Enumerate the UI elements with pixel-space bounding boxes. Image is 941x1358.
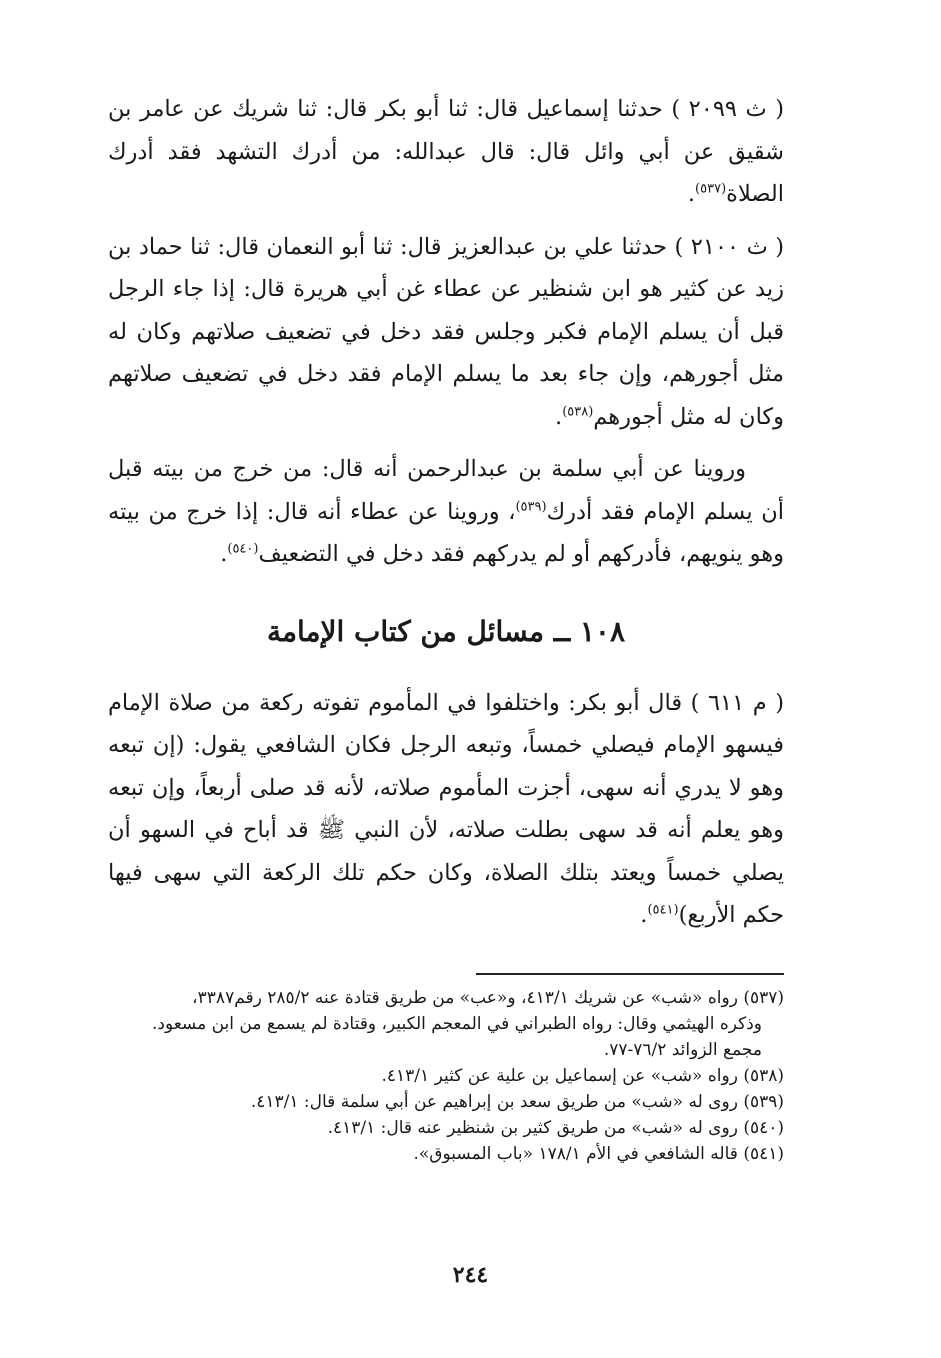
paragraph-text: ( ث ٢١٠٠ ) حدثنا علي بن عبدالعزيز قال: ثنا أبو النعمان قال: ثنا حماد بن زيد عن كثير هو ابن شنظير عن عطاء غن أبي هريرة قال: إذا جاء الرجل قبل أن يسلم الإمام فكبر وجلس فقد دخل في تضعيف صلاتهم وكان له مثل أجورهم، وإن جاء بعد ما يسلم الإمام فقد دخل في تضعيف صلاتهم وكان له مثل أجورهم [108,233,784,430]
footnote-ref[interactable]: (٥٤٠) [227,541,259,557]
footnote-number: (٥٣٨) [743,1065,784,1086]
page-number: ٢٤٤ [452,1262,489,1288]
footnote-537: (٥٣٧) رواه «شب» عن شريك ٤١٣/١، و«عب» من طريق قتادة عنه ٢٨٥/٢ رقم٣٣٨٧، وذكره الهيثمي وقال: رواه الطبراني في المعجم الكبير، وقتادة لم يسمع من ابن مسعود. مجمع الزوائد ٧٦/٢-٧٧. [151,987,784,1060]
footnote-ref[interactable]: (٥٣٨) [562,404,594,419]
footnote-539: (٥٣٩) روى له «شب» من طريق سعد بن إبراهيم عن أبي سلمة قال: ٤١٣/١. [250,1091,784,1112]
footnote-number: (٥٤١) [743,1143,784,1164]
footnote-ref[interactable]: (٥٤١) [647,902,679,918]
footnote-538: (٥٣٨) رواه «شب» عن إسماعيل بن علية عن كثير ٤١٣/١. [381,1065,784,1086]
paragraph-text: ، وروينا عن عطاء أنه قال: إذا خرج من بيته وهو ينويهم، فأدركهم أو لم يدركهم فقد دخل في التضعيف [108,498,784,567]
paragraph-text: ( م ٦١١ ) قال أبو بكر: واختلفوا في المأموم تفوته ركعة من صلاة الإمام فيسهو الإمام فيصلي خمساً، وتبعه الرجل فكان الشافعي يقول: (إن تبعه وهو لا يدري أنه سهى، أجزت المأموم صلاته، لأنه قد صلى أربعاً، وإن تبعه وهو يعلم أنه قد سهى بطلت صلاته، لأن النبي ﷺ قد أباح في السهو أن يصلي خمساً ويعتد بتلك الصلاة، وكان حكم تلك الركعة التي سهى فيها حكم الأربع) [108,689,784,928]
paragraph-narrations: وروينا عن أبي سلمة بن عبدالرحمن أنه قال: من خرج من بيته قبل أن يسلم الإمام فقد أدرك$^{(٥٣٩)}$، وروينا عن عطاء أنه قال: إذا خرج من بيته وهو ينويهم، فأدركهم أو لم يدركهم فقد دخل في التضعيف$^{(٥٤٠)}$. [108,456,784,567]
page-body [108,88,784,1167]
footnote-number: (٥٣٧) [743,987,784,1008]
paragraph-athar-2100: ( ث ٢١٠٠ ) حدثنا علي بن عبدالعزيز قال: ثنا أبو النعمان قال: ثنا حماد بن زيد عن كثير هو ابن شنظير عن عطاء غن أبي هريرة قال: إذا جاء الرجل قبل أن يسلم الإمام فكبر وجلس فقد دخل في تضعيف صلاتهم وكان له مثل أجورهم، وإن جاء بعد ما يسلم الإمام فقد دخل في تضعيف صلاتهم وكان له مثل أجورهم$^{(٥٣٨)}$. [108,233,784,430]
section-heading: ١٠٨ ــ مسائل من كتاب الإمامة [266,614,626,648]
paragraph-masala-611: ( م ٦١١ ) قال أبو بكر: واختلفوا في المأموم تفوته ركعة من صلاة الإمام فيسهو الإمام فيصلي خمساً، وتبعه الرجل فكان الشافعي يقول: (إن تبعه وهو لا يدري أنه سهى، أجزت المأموم صلاته، لأنه قد صلى أربعاً، وإن تبعه وهو يعلم أنه قد سهى بطلت صلاته، لأن النبي ﷺ قد أباح في السهو أن يصلي خمساً ويعتد بتلك الصلاة، وكان حكم تلك الركعة التي سهى فيها حكم الأربع)$^{(٥٤١)}$. [108,689,784,928]
footnote-number: (٥٤٠) [743,1117,784,1138]
footnote-ref[interactable]: (٥٣٩) [515,499,547,514]
paragraph-text: ( ث ٢٠٩٩ ) حدثنا إسماعيل قال: ثنا أبو بكر قال: ثنا شريك عن عامر بن شقيق عن أبي وائل قال: قال عبدالله: من أدرك التشهد فقد أدرك الصلاة [108,96,785,207]
footnote-separator [476,973,784,975]
footnote-number: (٥٣٩) [743,1091,784,1112]
footnotes [108,985,784,1167]
footnote-ref[interactable]: (٥٣٧) [695,181,727,197]
paragraph-text: وروينا عن أبي سلمة بن عبدالرحمن أنه قال: من خرج من بيته قبل أن يسلم الإمام فقد أدرك [108,456,784,525]
footnote-540: (٥٤٠) روى له «شب» من طريق كثير بن شنظير عنه قال: ٤١٣/١. [327,1117,784,1138]
paragraph-athar-2099: ( ث ٢٠٩٩ ) حدثنا إسماعيل قال: ثنا أبو بكر قال: ثنا شريك عن عامر بن شقيق عن أبي وائل قال: قال عبدالله: من أدرك التشهد فقد أدرك الصلاة$^{(٥٣٧)}$. [108,96,785,207]
footnote-541: (٥٤١) قاله الشافعي في الأم ١٧٨/١ «باب المسبوق». [413,1143,784,1164]
